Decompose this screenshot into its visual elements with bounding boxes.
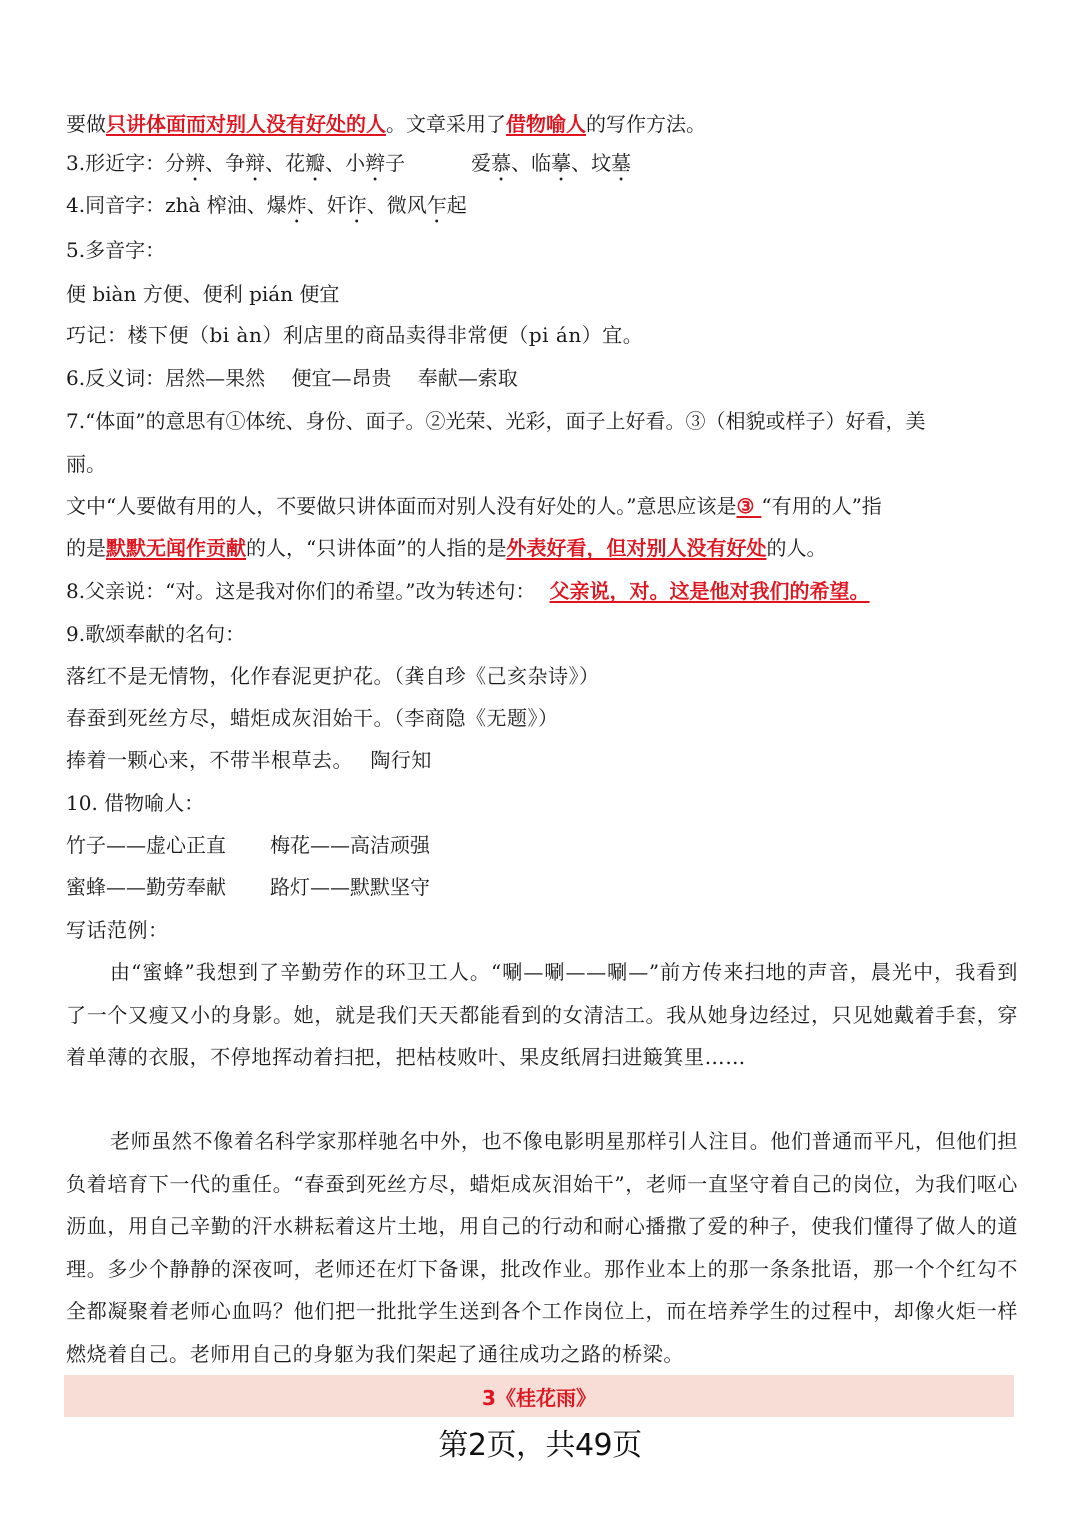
line-quote-1: 落红不是无情物，化作春泥更护花。（龚自珍《己亥杂诗》） <box>66 664 600 688</box>
text: 、花 <box>265 151 306 175</box>
dotted-char: 摹 <box>551 151 572 175</box>
text: “有用的人”指 <box>761 494 882 518</box>
line-similar-chars <box>66 149 1018 186</box>
text: 子 <box>385 151 406 175</box>
page-footer: 第2页，共49页 <box>438 1428 642 1463</box>
text: 8.父亲说：“对。这是我对你们的希望。”改为转述句： <box>66 579 536 603</box>
text: 的是 <box>66 536 106 560</box>
dotted-char: 辨 <box>185 151 206 175</box>
text: 、坟 <box>571 151 612 175</box>
line-meaning-cont: 丽。 <box>66 452 106 476</box>
line-quote-2: 春蚕到死丝方尽，蜡炬成灰泪始干。（李商隐《无题》） <box>66 706 559 730</box>
dotted-char: 诈 <box>346 193 367 217</box>
text: 、争 <box>205 151 246 175</box>
text: 。文章采用了 <box>386 112 506 136</box>
line-context <box>66 492 1018 520</box>
line-mnemonic: 巧记：楼下便（bi àn）利店里的商品卖得非常便（pi án）宜。 <box>66 323 644 347</box>
dotted-char: 炸 <box>286 193 307 217</box>
dotted-char: 墓 <box>611 151 632 175</box>
text: 文中“人要做有用的人，不要做只讲体面而对别人没有好处的人。”意思应该是 <box>66 494 737 518</box>
line-quote-3: 捧着一颗心来，不带半根草去。 陶行知 <box>66 748 432 772</box>
example-paragraph-1: 由“蜜蜂”我想到了辛勤劳作的环卫工人。“唰—唰——唰—”前方传来扫地的声音，晨光中，我看到了一个又瘦又小的身影。她，就是我们天天都能看到的女清洁工。我从她身边经过，只见她戴着手套，穿着单薄的衣服，不停地挥动着扫把，把枯枝败叶、果皮纸屑扫进簸箕里…… <box>66 960 1018 1070</box>
line-quotes-title: 9.歌颂奉献的名句： <box>66 622 246 646</box>
text: 要做 <box>66 112 106 136</box>
line-polyphones-title: 5.多音字： <box>66 238 166 262</box>
section-banner <box>64 1375 1014 1417</box>
text: 竹子——虚心正直 <box>66 833 226 857</box>
line-reported-speech <box>66 577 1018 605</box>
dotted-char: 辫 <box>365 151 386 175</box>
answer-highlight: 外表好看，但对别人没有好处 <box>506 536 767 560</box>
dotted-char: 瓣 <box>305 151 326 175</box>
text: 4.同音字：zhà 榨油、爆 <box>66 193 287 217</box>
line-summary <box>66 110 1018 138</box>
answer-highlight: 默默无闻作贡献 <box>106 536 246 560</box>
section-title: 3《桂花雨》 <box>482 1385 596 1410</box>
line-homophones <box>66 191 1018 228</box>
text: 、微风 <box>366 193 427 217</box>
text: 、奸 <box>306 193 347 217</box>
example-paragraph-2: 老师虽然不像着名科学家那样驰名中外，也不像电影明星那样引人注目。他们普通而平凡，但他们担负着培育下一代的重任。“春蚕到死丝方尽，蜡炬成灰泪始干”，老师一直坚守着自己的岗位，为我们呕心沥血，用自己辛勤的汗水耕耘着这片土地，用自己的行动和耐心播撒了爱的种子，使我们懂得了做人的道理。多少个静静的深夜呵，老师还在灯下备课，批改作业。那作业本上的那一条条批语，那一个个红勾不全都凝聚着老师心血吗？他们把一批批学生送到各个工作岗位上，而在培养学生的过程中，却像火炬一样燃烧着自己。老师用自己的身躯为我们架起了通往成功之路的桥梁。 <box>66 1129 1018 1366</box>
text: 、小 <box>325 151 366 175</box>
text: 爱 <box>471 151 492 175</box>
line-example-title: 写话范例： <box>66 918 169 942</box>
line-context-cont <box>66 534 1018 562</box>
line-polyphones: 便 biàn 方便、便利 pián 便宜 <box>66 282 340 306</box>
text: 、临 <box>511 151 552 175</box>
text: 的人。 <box>766 536 827 560</box>
text: 梅花——高洁顽强 <box>270 833 430 857</box>
line-antonyms: 6.反义词：居然—果然 便宜—昂贵 奉献—索取 <box>66 366 518 390</box>
text: 蜜蜂——勤劳奉献 <box>66 875 226 899</box>
answer-highlight: 父亲说，对。这是他对我们的希望。 <box>549 579 870 603</box>
text: 起 <box>446 193 467 217</box>
text: 3.形近字：分 <box>66 151 186 175</box>
text: 的人，“只讲体面”的人指的是 <box>246 536 507 560</box>
answer-highlight: ③ <box>736 494 762 518</box>
dotted-char: 乍 <box>426 193 447 217</box>
text: 路灯——默默坚守 <box>270 875 430 899</box>
line-metaphor-1 <box>66 831 1018 859</box>
line-metaphor-title: 10. 借物喻人： <box>66 791 205 815</box>
answer-highlight: 只讲体面而对别人没有好处的人 <box>106 112 386 136</box>
text: 的写作方法。 <box>586 112 706 136</box>
line-metaphor-2 <box>66 873 1018 901</box>
dotted-char: 慕 <box>491 151 512 175</box>
answer-highlight: 借物喻人 <box>506 112 586 136</box>
line-meaning: 7.“体面”的意思有①体统、身份、面子。②光荣、光彩，面子上好看。③（相貌或样子）好看，美 <box>66 409 926 433</box>
dotted-char: 辩 <box>245 151 266 175</box>
